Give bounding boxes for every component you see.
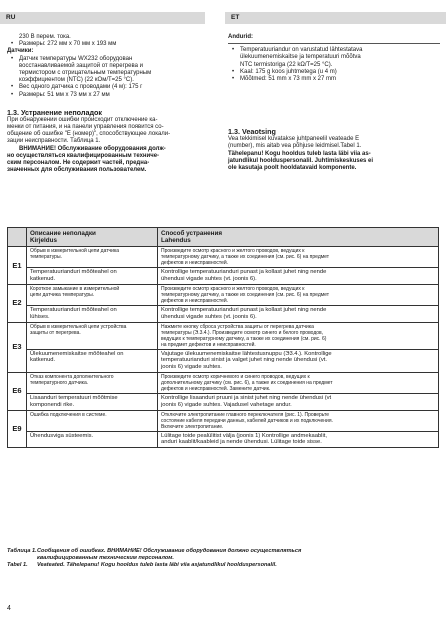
- remedy-line: temperatuurianduri sinist ja valget juhet ning nende ühendusi (vt.: [161, 357, 327, 364]
- divider: [228, 43, 440, 44]
- remedy-line: joonis 6) vigade suhtes. Vajadusel vahetage andur.: [161, 401, 292, 408]
- ru-bullet: • Вес одного датчика с проводами (4 м): 175 г: [7, 84, 207, 91]
- description-line: Короткое замыкание в измерительной: [30, 286, 120, 292]
- column-ru: [7, 34, 207, 174]
- remedy-line: состояние кабеля передачи данных, кабелей датчиков и их подключения.: [161, 417, 333, 424]
- remedy-line: joonis 6) vigade suhtes.: [161, 364, 222, 371]
- table-row: [8, 410, 439, 431]
- caption-ru: [7, 548, 439, 562]
- language-tag-ru: RU: [0, 12, 205, 24]
- remedy-line: ведущих к температурному датчику, а также их соединения (см. рис. 6): [161, 335, 327, 342]
- ru-paragraph-line: зации неисправности. Таблица 1.: [7, 138, 101, 145]
- description-line: katkenud.: [30, 276, 56, 283]
- description-line: защиты от перегрева.: [30, 329, 81, 336]
- description-line: температурного датчика.: [30, 379, 89, 386]
- remedy-line: anduri kaablit/kaableid ja nende ühendusi. Lülitage toide sisse.: [161, 439, 322, 446]
- error-description: [27, 247, 158, 268]
- et-bullet-line: • Kaal: 175 g koos juhtmetega (u 4 m): [240, 68, 337, 75]
- error-remedy: [158, 247, 439, 268]
- error-code: E2: [8, 285, 27, 323]
- error-remedy: [158, 285, 439, 306]
- remedy-line: Kontrollige lisaanduri pruuni ja sinist juhet ning nende ühendusi (vt: [161, 394, 332, 401]
- page-number: 4: [7, 605, 11, 612]
- description-line: температуры.: [30, 254, 62, 261]
- language-tag-et: ET: [225, 12, 446, 24]
- ru-warning-line: ВНИМАНИЕ! Обслуживание оборудования долж-: [19, 145, 166, 152]
- table-header-remedy: [158, 228, 439, 247]
- error-table: [7, 227, 439, 448]
- error-description: [27, 431, 158, 448]
- header-remedy-ru: Способ устранения: [161, 230, 223, 237]
- header-cause-et: Kirjeldus: [30, 237, 57, 245]
- ru-bullet: • Датчик температуры WX232 оборудован: [7, 56, 207, 63]
- error-remedy: [158, 372, 439, 393]
- ru-warning-line: но осуществляться квалифицированным техниче-: [7, 152, 160, 159]
- caption-et: [7, 562, 439, 569]
- table-row: [8, 393, 439, 410]
- error-code: E9: [8, 410, 27, 448]
- remedy-line: Kontrollige temperatuurianduri punast ja kollast juhet ning nende: [161, 307, 327, 313]
- et-paragraph-line: Vea tekkimisel kuvatakse juhtpaneelil veateade E: [228, 136, 360, 143]
- remedy-line: ühendusi vigade suhtes (vt. joonis 6).: [161, 313, 257, 320]
- description-line: Ühendusviga süsteemis.: [30, 432, 94, 439]
- table-row: [8, 431, 439, 448]
- et-bullet: [228, 47, 440, 69]
- ru-warning-line: значенных для обслуживания пользователем.: [7, 167, 147, 174]
- error-description: [27, 372, 158, 393]
- description-line: katkenud.: [30, 357, 56, 364]
- remedy-line: Произведите осмотр красного и желтого проводов, ведущих к: [161, 286, 305, 292]
- description-line: lühises.: [30, 313, 50, 320]
- et-bullet: [228, 76, 440, 83]
- error-remedy: [158, 393, 439, 410]
- header-cause-ru: Описание неполадки: [30, 230, 96, 237]
- caption-ru-line: квалифицированным техническим персоналом.: [37, 555, 174, 561]
- error-description: [27, 306, 158, 323]
- error-description: [27, 349, 158, 372]
- error-code: E1: [8, 247, 27, 285]
- remedy-line: на предмет дефектов и неисправностей.: [161, 341, 256, 348]
- error-description: [27, 285, 158, 306]
- description-line: komponendi rike.: [30, 401, 75, 408]
- ru-line: термистором с отрицательным температурным: [19, 70, 152, 77]
- remedy-line: дефектов и неисправностей.: [161, 298, 229, 304]
- remedy-line: дефектов и неисправностей. Замените датчик.: [161, 385, 271, 392]
- remedy-line: Lülitage toide pealülitist välja (joonis 1) Kontrollige andmekaablit,: [161, 432, 327, 439]
- ru-paragraph-line: менки от питания, и на панели управления появится со-: [7, 124, 164, 131]
- ru-warning-line: ским персоналом. Не содержит частей, предна-: [7, 160, 150, 167]
- error-description: [27, 322, 158, 349]
- et-bullet-line: NTC termistoriga (22 kΩ/T=25 °C).: [240, 61, 333, 68]
- table-row: [8, 306, 439, 323]
- et-bullet-line: ülekuumenemiskaitse ja temperatuuri mõõtva: [240, 54, 361, 61]
- table-row: [8, 285, 439, 306]
- remedy-line: Произведите осмотр коричневого и синего проводов, ведущих к: [161, 373, 310, 380]
- description-line: цепи датчика температуры.: [30, 292, 95, 298]
- remedy-line: Включите электропитание.: [161, 423, 224, 430]
- ru-sensors-label: Датчики:: [7, 48, 34, 55]
- caption-ru-line: Сообщения об ошибках. ВНИМАНИЕ! Обслуживание оборудования должно осуществляться: [37, 548, 302, 554]
- error-remedy: [158, 268, 439, 285]
- column-et: [228, 34, 440, 172]
- et-bullet-line: • Temperatuuriandur on varustatud lähtestatava: [240, 47, 363, 54]
- error-description: [27, 410, 158, 431]
- remedy-line: Kontrollige temperatuurianduri punast ja kollast juhet ning nende: [161, 269, 327, 276]
- table-row: [8, 349, 439, 372]
- error-remedy: [158, 322, 439, 349]
- et-warning-line: Tähelepanu! Kogu hooldus tuleb lasta läbi viia as-: [228, 150, 371, 157]
- error-code: E6: [8, 372, 27, 410]
- error-remedy: [158, 306, 439, 323]
- header-remedy-et: Lahendus: [161, 237, 191, 245]
- remedy-line: температурному датчику, а также их соединения (см. рис. 6) на предмет: [161, 292, 330, 298]
- error-remedy: [158, 431, 439, 448]
- ru-bullet: • Размеры: 51 мм x 73 мм x 27 мм: [7, 92, 207, 99]
- remedy-line: дополнительному датчику (см. рис. 6), а также их соединения на предмет: [161, 379, 333, 386]
- caption-ru-label: Таблица 1.: [7, 548, 37, 554]
- error-remedy: [158, 349, 439, 372]
- ru-section-heading: 1.3. Устранение неполадок: [7, 107, 103, 117]
- ru-paragraph-line: общение об ошибке "E (номер)", способствующее локали-: [7, 131, 171, 138]
- description-line: Обрыв в измерительной цепи устройства: [30, 323, 127, 330]
- description-line: Temperatuurianduri mõõteahel on: [30, 307, 117, 313]
- ru-bullet: • Размеры: 272 мм x 70 мм x 193 мм: [7, 41, 207, 48]
- table-row: [8, 322, 439, 349]
- remedy-line: дефектов и неисправностей.: [161, 260, 229, 267]
- ru-line: восстанавливаемой защитой от перегрева и: [19, 62, 143, 69]
- et-sensors-label: Andurid:: [228, 34, 253, 40]
- remedy-line: Произведите осмотр красного и желтого проводов, ведущих к: [161, 248, 305, 255]
- table-body: [8, 247, 439, 448]
- description-line: Ошибка подключения в системе.: [30, 411, 107, 418]
- table-row: [8, 247, 439, 268]
- et-paragraph-line: (number), mis aitab vea põhjuse leidmisel.Tabel 1.: [228, 143, 362, 150]
- remedy-line: температуры (Э.3.4.). Произведите осмотр синего и белого проводов,: [161, 329, 324, 336]
- table-header-code: [8, 228, 27, 247]
- et-bullet-line: • Mõõtmed: 51 mm x 73 mm x 27 mm: [240, 76, 337, 83]
- remedy-line: температурному датчику, а также их соединения (см. рис. 6) на предмет: [161, 254, 330, 261]
- caption-et-text: Veateated. Tähelepanu! Kogu hooldus tuleb lasta läbi viia asjatundlikul hoolduspersonalil.: [37, 562, 277, 568]
- et-warning-line: ole kasutaja poolt hooldatavaid komponente.: [228, 165, 357, 172]
- error-description: [27, 268, 158, 285]
- remedy-line: Нажмите кнопку сброса устройства защиты от перегрева датчика: [161, 323, 314, 330]
- remedy-line: Vajutage ülekuumenemiskaitse lähtestusnuppu (Э3.4.). Kontrollige: [161, 350, 332, 357]
- et-bullet: [228, 69, 440, 76]
- et-warning-line: jatundlikul hoolduspersonalil. Juhtimiskeskuses ei: [228, 157, 374, 164]
- remedy-line: ühendusi vigade suhtes (vt. joonis 6).: [161, 276, 257, 283]
- remedy-line: Отключите электропитание главного переключателя (рис. 1). Проверьте: [161, 411, 330, 418]
- error-remedy: [158, 410, 439, 431]
- table-caption: [7, 548, 439, 569]
- caption-ru-text: [37, 548, 301, 562]
- error-description: [27, 393, 158, 410]
- ru-paragraph-line: При обнаружении ошибки происходит отключение ка-: [7, 116, 158, 123]
- ru-line: коэффициентом (NTC) (22 кОм/T=25 °C).: [19, 77, 134, 84]
- table-row: [8, 372, 439, 393]
- description-line: Отказ компонента дополнительного: [30, 373, 114, 380]
- error-code: E3: [8, 322, 27, 372]
- description-line: Temperatuurianduri mõõteahel on: [30, 269, 117, 276]
- description-line: Lisaanduri temperatuuri mõõtmise: [30, 394, 118, 401]
- caption-et-label: Tabel 1.: [7, 562, 28, 568]
- description-line: Обрыв в измерительной цепи датчика: [30, 248, 120, 255]
- table-header-row: [8, 228, 439, 247]
- et-section-heading: 1.3. Veaotsing: [228, 127, 276, 137]
- ru-line: 230 В перем. тока.: [19, 34, 71, 40]
- table-row: [8, 268, 439, 285]
- description-line: Ülekuumenemiskaitse mõõteahel on: [30, 350, 124, 357]
- table-header-cause: [27, 228, 158, 247]
- spacer: [228, 83, 440, 118]
